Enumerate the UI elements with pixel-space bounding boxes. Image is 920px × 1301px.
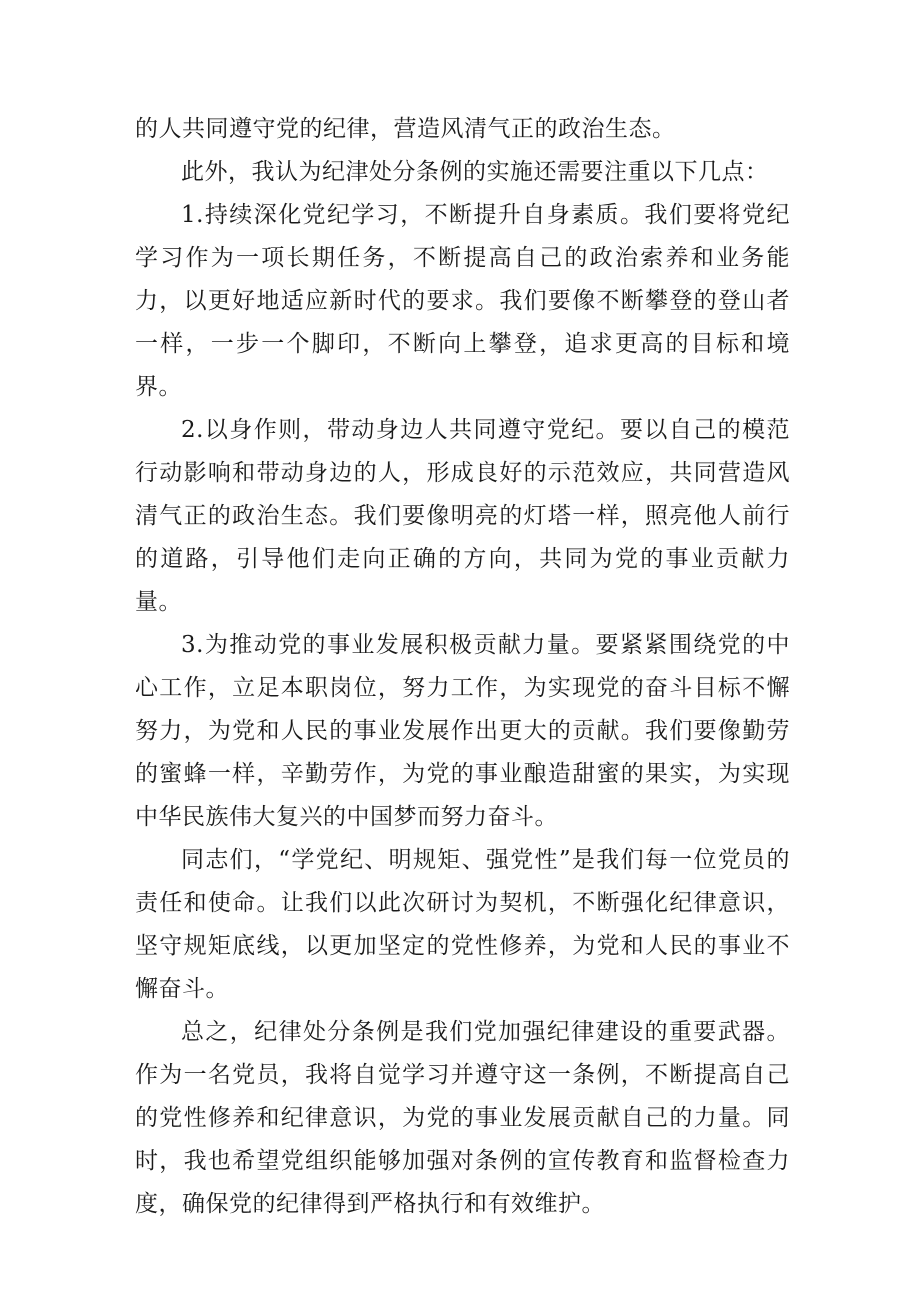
paragraph-comrades: 同志们，“学党纪、明规矩、强党性”是我们每一位党员的责任和使命。让我们以此次研讨为契机，不断强化纪律意识，坚守规矩底线，以更加坚定的党性修养，为党和人民的事业不懈奋斗。 [135, 847, 790, 1002]
paragraph-point-3: 3.为推动党的事业发展积极贡献力量。要紧紧围绕党的中心工作，立足本职岗位，努力工作，为实现党的奋斗目标不懈努力，为党和人民的事业发展作出更大的贡献。我们要像勤劳的蜜蜂一样，辛勤劳作，为党的事业酿造甜蜜的果实，为实现中华民族伟大复兴的中国梦而努力奋斗。 [135, 632, 790, 830]
paragraph-conclusion: 总之，纪律处分条例是我们党加强纪律建设的重要武器。作为一名党员，我将自觉学习并遵守这一条例，不断提高自己的党性修养和纪律意识，为党的事业发展贡献自己的力量。同时，我也希望党组织能够加强对条例的宣传教育和监督检查力度，确保党的纪律得到严格执行和有效维护。 [135, 1019, 790, 1217]
paragraph-intro-points: 此外，我认为纪津处分条例的实施还需要注重以下几点： [181, 159, 769, 185]
paragraph-point-1: 1.持续深化党纪学习，不断提升自身素质。我们要将党纪学习作为一项长期任务，不断提高自己的政治索养和业务能力，以更好地适应新时代的要求。我们要像不断攀登的登山者一样，一步一个脚印，不断向上攀登，追求更高的目标和境界。 [135, 202, 790, 400]
document-body [135, 108, 790, 1226]
paragraph-continuation: 的人共同遵守党的纪律，营造风清气正的政治生态。 [135, 116, 676, 142]
paragraph-point-2: 2.以身作则，带动身边人共同遵守党纪。要以自己的模范行动影响和带动身边的人，形成良好的示范效应，共同营造风清气正的政治生态。我们要像明亮的灯塔一样，照亮他人前行的道路，引导他们走向正确的方向，共同为党的事业贡献力量。 [135, 417, 790, 615]
